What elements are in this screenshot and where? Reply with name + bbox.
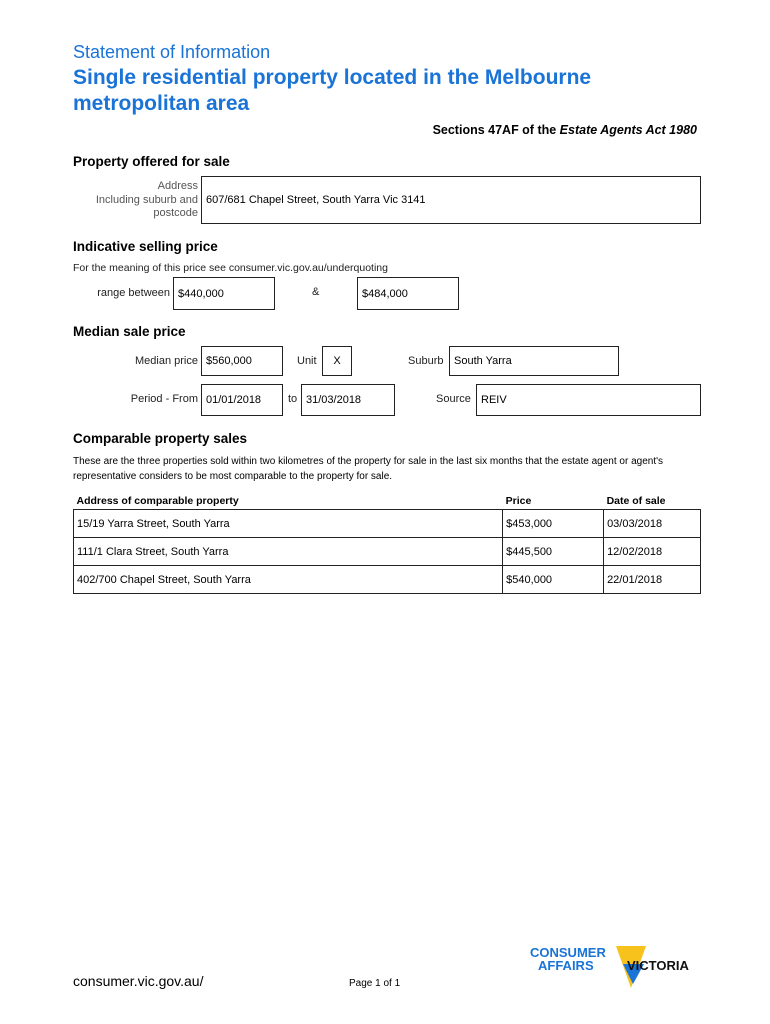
logo-graphic	[528, 944, 706, 994]
range-ampersand: &	[312, 286, 320, 298]
table-header-row	[74, 493, 701, 510]
period-from-field[interactable]: 01/01/2018	[201, 384, 283, 416]
comparable-sales-table	[73, 493, 701, 594]
unit-label: Unit	[297, 355, 317, 367]
unit-checkbox[interactable]: X	[322, 346, 352, 376]
comparable-description: These are the three properties sold within two kilometres of the property for sale in the last six months that the estate agent or agent's representative considers to be most comparable to the property for sale.	[73, 456, 663, 482]
comparable-date-cell[interactable]: 03/03/2018	[604, 510, 701, 538]
address-label-line3: postcode	[153, 207, 198, 219]
document-title: Single residential property located in the Melbourne metropolitan area	[73, 66, 592, 115]
address-label-line2: Including suburb and	[95, 193, 198, 206]
comparable-date-cell[interactable]: 22/01/2018	[604, 566, 701, 594]
column-header-date: Date of sale	[606, 495, 666, 507]
median-heading: Median sale price	[73, 324, 186, 339]
comparable-price-cell[interactable]: $453,000	[503, 510, 604, 538]
comparable-price-cell[interactable]: $445,500	[503, 538, 604, 566]
legislation-prefix: Sections 47AF of the	[432, 123, 560, 137]
logo-text-line2: AFFAIRS	[538, 958, 594, 973]
comparable-date-cell[interactable]: 12/02/2018	[604, 538, 701, 566]
source-label: Source	[436, 393, 471, 405]
legislation-act: Estate Agents Act 1980	[559, 123, 697, 137]
consumer-affairs-victoria-logo	[528, 944, 706, 994]
footer-url: consumer.vic.gov.au/	[73, 973, 204, 989]
column-header-price: Price	[505, 495, 532, 507]
suburb-field[interactable]: South Yarra	[449, 346, 619, 376]
range-label: range between	[97, 287, 170, 299]
comparable-address-cell[interactable]: 402/700 Chapel Street, South Yarra	[74, 566, 503, 594]
address-label-line1: Address	[157, 180, 198, 192]
comparable-heading: Comparable property sales	[73, 431, 248, 446]
document-kicker: Statement of Information	[73, 42, 271, 62]
underquoting-note: For the meaning of this price see consumer.vic.gov.au/underquoting	[73, 262, 388, 274]
table-row	[74, 510, 701, 538]
column-header-address: Address of comparable property	[76, 495, 239, 507]
indicative-heading: Indicative selling price	[73, 239, 218, 254]
suburb-label: Suburb	[408, 355, 444, 367]
table-row	[74, 566, 701, 594]
address-field[interactable]: 607/681 Chapel Street, South Yarra Vic 3141	[201, 176, 701, 224]
page-number: Page 1 of 1	[349, 978, 401, 989]
price-high-field[interactable]: $484,000	[357, 277, 459, 310]
comparable-price-cell[interactable]: $540,000	[503, 566, 604, 594]
price-low-field[interactable]: $440,000	[173, 277, 275, 310]
address-label	[80, 180, 198, 221]
table-row	[74, 538, 701, 566]
period-to-label: to	[288, 393, 298, 405]
property-heading: Property offered for sale	[73, 154, 230, 169]
comparable-address-cell[interactable]: 15/19 Yarra Street, South Yarra	[74, 510, 503, 538]
median-price-field[interactable]: $560,000	[201, 346, 283, 376]
logo-text-line3: VICTORIA	[627, 958, 689, 973]
comparable-address-cell[interactable]: 111/1 Clara Street, South Yarra	[74, 538, 503, 566]
logo-text-line1: CONSUMER	[530, 945, 606, 960]
source-field[interactable]: REIV	[476, 384, 701, 416]
median-price-label: Median price	[135, 355, 198, 367]
period-to-field[interactable]: 31/03/2018	[301, 384, 395, 416]
legislation-reference	[433, 123, 697, 137]
period-from-label: Period - From	[130, 393, 198, 405]
